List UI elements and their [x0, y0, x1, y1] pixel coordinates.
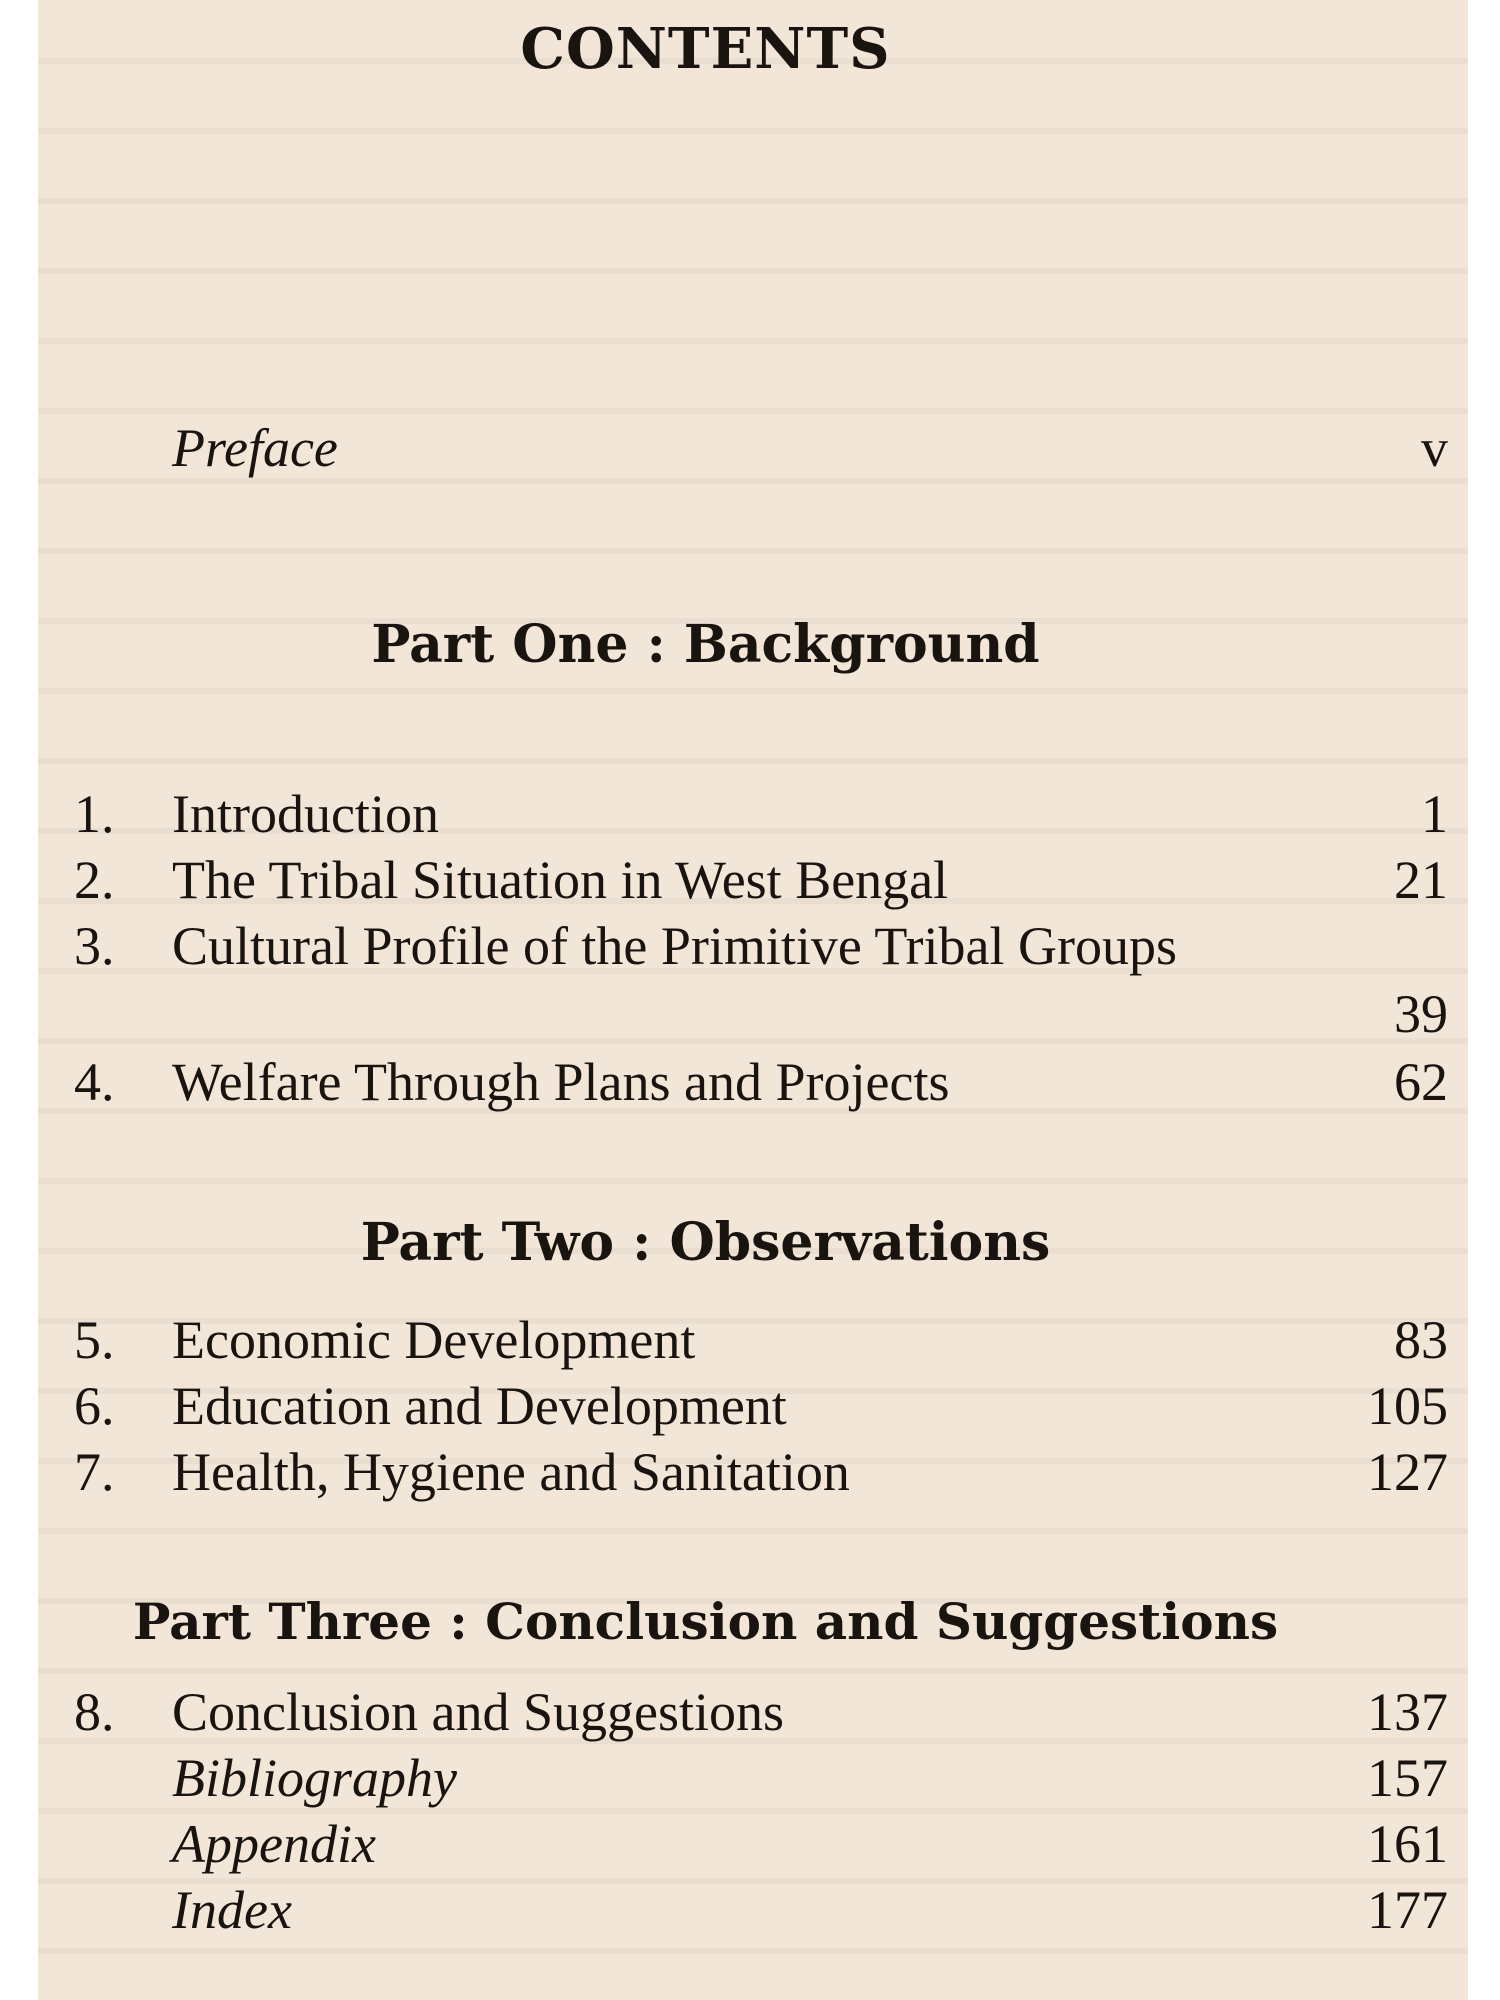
toc-entry-page: 105: [1367, 1376, 1448, 1436]
show-through-line: [38, 268, 1468, 274]
toc-entry-page: 137: [1367, 1682, 1448, 1742]
chapter-number: 7.: [74, 1442, 115, 1502]
chapter-number: 3.: [74, 916, 115, 976]
chapter-number: 1.: [74, 784, 115, 844]
chapter-number: 2.: [74, 850, 115, 910]
show-through-line: [38, 408, 1468, 414]
toc-entry-page: 21: [1394, 850, 1448, 910]
show-through-line: [38, 128, 1468, 134]
toc-entry-page: 127: [1367, 1442, 1448, 1502]
toc-entry-title: Cultural Profile of the Primitive Tribal Groups: [172, 916, 1177, 976]
toc-entry-page: v: [1421, 418, 1448, 478]
toc-entry-title: Conclusion and Suggestions: [172, 1682, 785, 1742]
show-through-line: [38, 198, 1468, 204]
toc-entry-page: 1: [1421, 784, 1448, 844]
toc-entry-page: 177: [1367, 1880, 1448, 1940]
toc-entry-title: Economic Development: [172, 1310, 696, 1370]
toc-entry-title: Education and Development: [172, 1376, 787, 1436]
part-heading: Part One : Background: [371, 614, 1040, 675]
toc-entry-title: Preface: [172, 418, 338, 478]
toc-entry-title: Index: [172, 1880, 292, 1940]
toc-entry-title: Appendix: [172, 1814, 376, 1874]
show-through-line: [38, 1178, 1468, 1184]
part-heading: Part Three : Conclusion and Suggestions: [132, 1592, 1279, 1651]
chapter-number: 8.: [74, 1682, 115, 1742]
show-through-line: [38, 1668, 1468, 1674]
chapter-number: 6.: [74, 1376, 115, 1436]
toc-entry-page: 157: [1367, 1748, 1448, 1808]
toc-entry-page: 39: [1394, 984, 1448, 1044]
toc-entry-page: 62: [1394, 1052, 1448, 1112]
toc-entry-title: The Tribal Situation in West Bengal: [172, 850, 949, 910]
show-through-line: [38, 338, 1468, 344]
toc-entry-title: Health, Hygiene and Sanitation: [172, 1442, 850, 1502]
show-through-line: [38, 1948, 1468, 1954]
toc-entry-title: Welfare Through Plans and Projects: [172, 1052, 950, 1112]
book-page: [38, 0, 1468, 2000]
toc-entry-page: 161: [1367, 1814, 1448, 1874]
show-through-line: [38, 758, 1468, 764]
toc-entry-page: 83: [1394, 1310, 1448, 1370]
chapter-number: 5.: [74, 1310, 115, 1370]
toc-entry-title: Bibliography: [172, 1748, 457, 1808]
part-heading: Part Two : Observations: [360, 1212, 1051, 1273]
contents-title: CONTENTS: [520, 16, 891, 82]
show-through-line: [38, 1528, 1468, 1534]
toc-entry-title: Introduction: [172, 784, 439, 844]
toc-entry-chapter[interactable]: [74, 914, 1448, 1050]
show-through-line: [38, 688, 1468, 694]
show-through-line: [38, 548, 1468, 554]
chapter-number: 4.: [74, 1052, 115, 1112]
